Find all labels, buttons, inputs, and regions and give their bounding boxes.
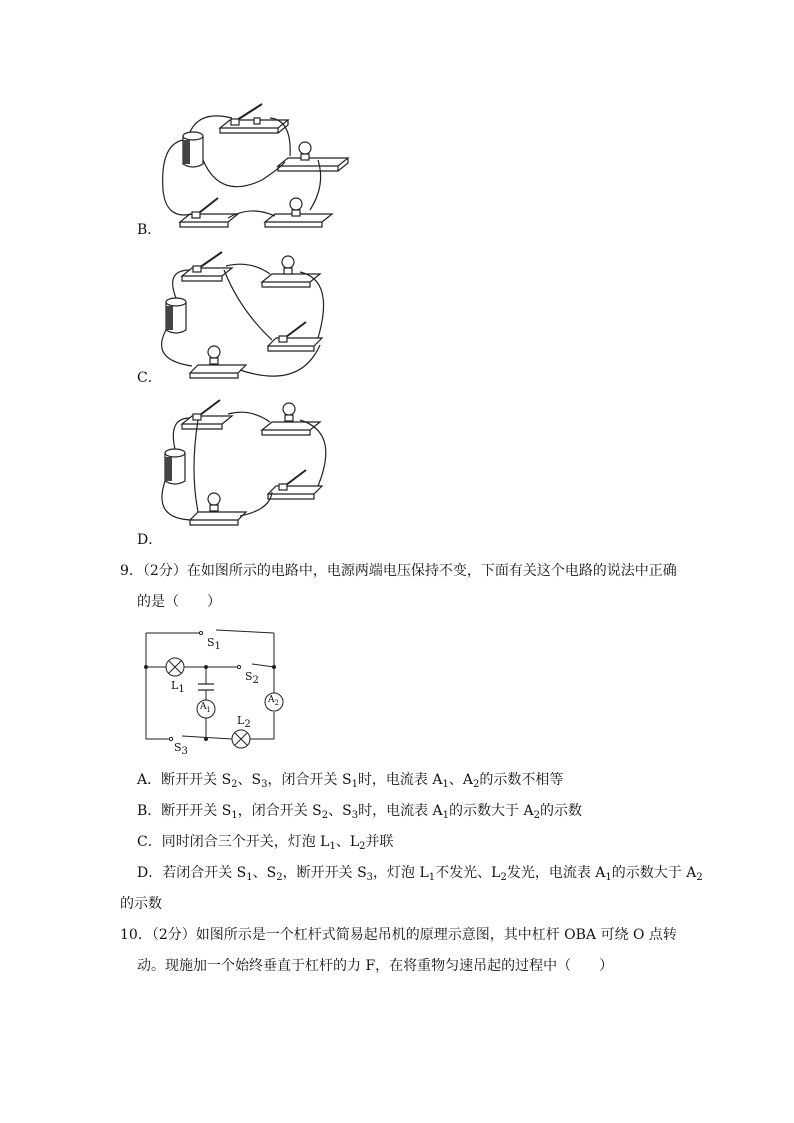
- q9-option-d-line2: 的示数: [120, 896, 162, 912]
- label-l2: $L_2$: [237, 714, 251, 730]
- label-s2: $S_2$: [245, 670, 259, 686]
- label-l1: $L_1$: [171, 679, 185, 695]
- q9-option-d[interactable]: D．若闭合开关 $S_1$、$S_2$，断开开关 $S_3$，灯泡 $L_1$不发光、$L_2$发光，电流表 $A_1$的示数大于 $A_2$: [137, 865, 703, 883]
- q9-option-c[interactable]: C．同时闭合三个开关，灯泡 $L_1$、$L_2$并联: [137, 834, 394, 852]
- label-a2: $A_2$: [268, 695, 279, 707]
- option-b-label[interactable]: B．: [137, 222, 162, 238]
- label-s3: $S_3$: [174, 741, 188, 757]
- option-d-label[interactable]: D．: [137, 532, 163, 548]
- q9-stem-line2: 的是（ ）: [137, 594, 221, 610]
- lamp-l2-icon: [232, 730, 250, 748]
- q10-stem-line2: 动。现施加一个始终垂直于杠杆的力 F，在将重物匀速吊起的过程中（ ）: [137, 958, 614, 974]
- label-a1: $A_1$: [200, 702, 211, 714]
- label-s1: $S_1$: [207, 636, 221, 652]
- q9-option-a[interactable]: A．断开开关 $S_2$、$S_3$，闭合开关 $S_1$时，电流表 $A_1$、$A_2$的示数不相等: [137, 772, 564, 790]
- q9-option-b[interactable]: B．断开开关 $S_1$，闭合开关 $S_2$、$S_3$时，电流表 $A_1$的示数大于 $A_2$的示数: [137, 803, 582, 821]
- q10-stem-line1: 10．（2分）如图所示是一个杠杆式简易起吊机的原理示意图，其中杠杆 OBA 可绕 O 点转: [120, 927, 677, 943]
- lamp-l1-icon: [166, 658, 184, 676]
- option-c-label[interactable]: C．: [137, 370, 162, 386]
- q9-stem-line1: 9．（2分）在如图所示的电路中，电源两端电压保持不变，下面有关这个电路的说法中正确: [120, 563, 677, 579]
